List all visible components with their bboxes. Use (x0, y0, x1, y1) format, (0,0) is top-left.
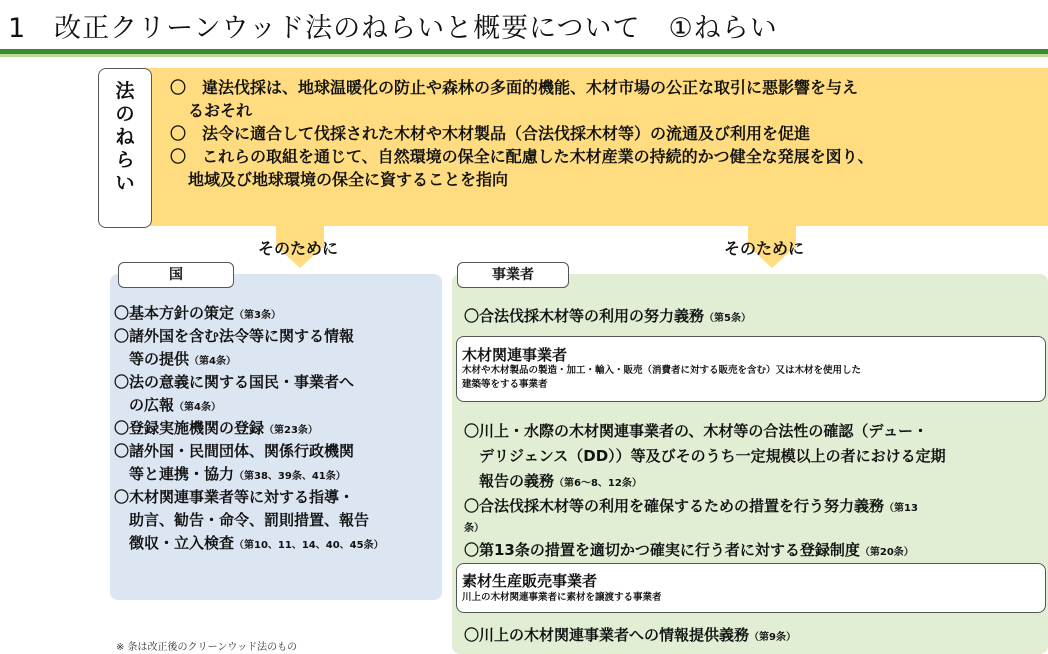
kuni-line: 助言、勧告・命令、罰則措置、報告 (114, 511, 370, 529)
kuni-line: 〇諸外国・民間団体、関係行政機関 (114, 442, 355, 460)
kuni-line: 〇登録実施機関の登録（第23条） (114, 419, 318, 437)
purpose-tab-label: 法のねらい (115, 80, 135, 194)
title-underline-light (0, 54, 1048, 57)
kuni-line: 〇木材関連事業者等に対する指導・ (114, 488, 355, 506)
business-effort-line: 〇合法伐採木材等の利用の努力義務（第5条） (464, 307, 751, 325)
kuni-list (114, 303, 442, 556)
kuni-line: 〇基本方針の策定（第3条） (114, 304, 281, 322)
purpose-line: 〇 法令に適合して伐採された木材や木材製品（合法伐採木材等）の流通及び利用を促進 (170, 124, 811, 143)
timber-duty-line: 条） (464, 523, 484, 534)
kuni-line: の広報（第4条） (114, 396, 221, 414)
kuni-line: 〇法の意義に関する国民・事業者へ (114, 373, 355, 391)
log-business-desc: 川上の木材関連事業者に素材を譲渡する事業者 (462, 592, 662, 603)
timber-business-title: 木材関連事業者 (462, 346, 568, 364)
purpose-line: 〇 違法伐採は、地球温暖化の防止や森林の多面的機能、木材市場の公正な取引に悪影響を与え (170, 78, 859, 97)
timber-duty-line: 〇第13条の措置を適切かつ確実に行う者に対する登録制度（第20条） (464, 541, 914, 559)
timber-duty-line: 〇川上・水際の木材関連事業者の、木材等の合法性の確認（デュー・ (464, 422, 928, 440)
log-business-title: 素材生産販売事業者 (462, 572, 598, 590)
timber-business-desc: 建築等をする事業者 (462, 379, 548, 390)
kuni-tab: 国 (118, 262, 234, 288)
timber-duty-line: 〇合法伐採木材等の利用を確保するための措置を行う努力義務（第13 (464, 497, 918, 515)
kuni-line: 徴収・立入検査（第10、11、14、40、45条） (114, 534, 384, 552)
kuni-line: 〇諸外国を含む法令等に関する情報 (114, 327, 355, 345)
purpose-line: 〇 これらの取組を通じて、自然環境の保全に配慮した木材産業の持続的かつ健全な発展を図り、 (170, 147, 874, 166)
therefore-left-label: そのために (258, 239, 339, 258)
timber-duty-line: 報告の義務（第6～8、12条） (464, 472, 642, 490)
business-tab: 事業者 (457, 262, 569, 288)
kuni-line: 等と連携・協力（第38、39条、41条） (114, 465, 346, 483)
purpose-line: るおそれ (188, 101, 253, 120)
footnote: ※ 条は改正後のクリーンウッド法のもの (116, 642, 298, 653)
purpose-line: 地域及び地球環境の保全に資することを指向 (188, 170, 509, 189)
log-business-duty-line: 〇川上の木材関連事業者への情報提供義務（第9条） (464, 626, 796, 644)
timber-duty-line: デリジェンス（DD））等及びそのうち一定規模以上の者における定期 (464, 447, 946, 465)
page-title: 1 改正クリーンウッド法のねらいと概要について ①ねらい (8, 13, 778, 44)
therefore-right-label: そのために (724, 239, 805, 258)
timber-business-desc: 木材や木材製品の製造・加工・輸入・販売（消費者に対する販売を含む）又は木材を使用した (462, 365, 862, 376)
purpose-text (170, 76, 1045, 191)
timber-duty-list (464, 420, 946, 564)
kuni-line: 等の提供（第4条） (114, 350, 236, 368)
